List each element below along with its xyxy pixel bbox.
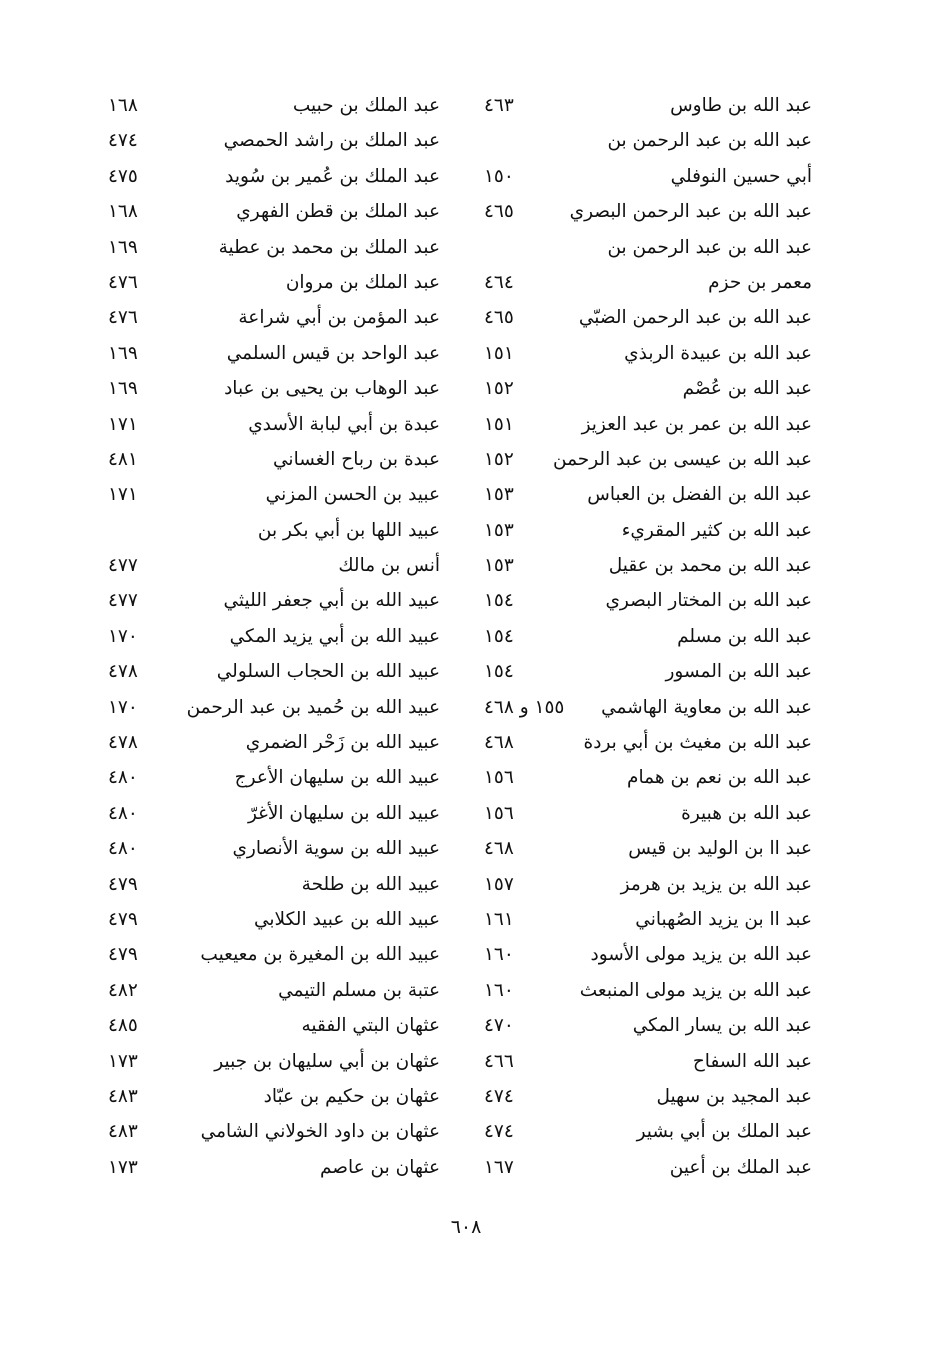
entry-name: عبد الله بن عبد الرحمن الضبّي [578,307,812,329]
entry-name: عبيد الله بن عبيد الكلابي [253,908,440,930]
entry-name: عبد الله السفاح [692,1050,812,1072]
index-entry [108,477,440,512]
entry-page-number: ٤٦٥ [484,307,514,329]
index-entry [484,442,812,477]
entry-page-number: ١٥٠ [484,165,514,187]
index-entry [484,88,812,123]
index-entry [108,796,440,831]
entry-page-number: ١٦٧ [484,1156,514,1178]
entry-name: عبد الله بن عبد الرحمن بن [607,130,812,152]
entry-name: أبي حسين النوفلي [670,165,812,187]
entry-name: عبد الله بن مغيث بن أبي بردة [583,732,812,754]
entry-name: عثهان بن عاصم [319,1156,440,1178]
index-entry [108,265,440,300]
entry-page-number: ١٥٣ [484,519,514,541]
entry-name: عبد الملك بن أعين [669,1156,812,1178]
entry-name: عبد المؤمن بن أبي شراعة [238,307,440,329]
entry-name: عبد الملك بن مروان [285,271,440,293]
entry-page-number: ٤٧٩ [108,873,138,895]
entry-name: عبد الله بن المسور [665,661,812,683]
entry-page-number: ٤٧٤ [108,130,138,152]
entry-page-number: ١٧٠ [108,696,138,718]
index-entry [484,371,812,406]
entry-name: عبد الله بن طاوس [670,95,812,116]
entry-page-number: ٤٧٠ [484,1015,514,1037]
index-entry [484,690,812,725]
entry-page-number: ٤٧٩ [108,944,138,966]
index-entry [108,1079,440,1114]
entry-page-number: ٤٨٥ [108,1015,138,1037]
index-entry [484,513,812,548]
entry-name: عبد الواحد بن قيس السلمي [226,342,440,364]
index-entry [484,867,812,902]
index-entry [484,725,812,760]
index-entry [484,654,812,689]
entry-name: عبيد اللها بن أبي بكر بن [257,519,440,541]
entry-page-number: ١٥٤ [484,625,514,647]
entry-name: عبد الملك بن راشد الحمصي [223,130,440,152]
entry-page-number: ١٧١ [108,484,138,506]
entry-page-number: ٤٧٧ [108,590,138,612]
entry-name: عبيد الله بن المغيرة بن معيعيب [200,944,440,966]
entry-page-number: ١٦٩ [108,342,138,364]
index-entry [484,1150,812,1185]
entry-name: عثهان بن أبي سليهان بن جبير [214,1050,440,1072]
entry-page-number: ١٥٧ [484,873,514,895]
index-entry [484,902,812,937]
entry-name: عبد الملك بن عُمير بن سُويد [225,165,440,187]
index-entry [484,477,812,512]
index-entry [484,796,812,831]
entry-page-number: ٤٧٤ [484,1085,514,1107]
entry-name: عبدة بن رباح الغساني [273,448,440,470]
entry-name: عثهان بن حكيم بن عبّاد [263,1085,440,1107]
index-entry [108,1150,440,1185]
entry-name: عبد الملك بن قطن الفهري [236,201,440,223]
entry-name: عبد الله بن المختار البصري [605,590,812,612]
entry-name: عبيد الله بن زَحْر الضمري [245,732,440,754]
entry-page-number: ٤٧٥ [108,165,138,187]
entry-name: عبد الله بن مسلم [677,625,812,647]
entry-name: عتبة بن مسلم التيمي [278,979,440,1001]
entry-name: أنس بن مالك [338,555,440,577]
index-entry [108,654,440,689]
entry-page-number: ١٧١ [108,413,138,435]
entry-page-number: ١٧٣ [108,1050,138,1072]
entry-name: عثهان البتي الفقيه [301,1015,440,1037]
entry-page-number: ١٧٣ [108,1156,138,1178]
entry-name: عبد الله بن الفضل بن العباس [587,484,812,506]
index-entry [108,831,440,866]
entry-page-number: ٤٧٤ [484,1121,514,1143]
index-entry [108,371,440,406]
index-entry [484,937,812,972]
entry-page-number: ١٥٥ و ٤٦٨ [484,696,565,718]
entry-name: عبد الملك بن أبي بشير [636,1121,812,1143]
entry-page-number: ١٦٩ [108,378,138,400]
index-entry [108,123,440,158]
entry-page-number: ١٥٢ [484,448,514,470]
entry-page-number: ٤٨٣ [108,1121,138,1143]
entry-name: عبد الله بن نعم بن همام [627,767,812,789]
entry-page-number: ١٥٢ [484,378,514,400]
index-entry [484,1114,812,1149]
entry-name: عبد الوهاب بن يحيى بن عباد [224,378,440,400]
index-entry [484,1008,812,1043]
entry-name: عبد الله بن عبيدة الربذي [624,342,812,364]
entry-page-number: ٤٧٦ [108,307,138,329]
index-entry [108,690,440,725]
index-entry [108,88,440,123]
entry-page-number: ١٦٠ [484,944,514,966]
entry-page-number: ١٥٤ [484,661,514,683]
entry-page-number: ٤٦٥ [484,201,514,223]
entry-page-number: ٤٧٧ [108,555,138,577]
entry-name: عبيد الله بن طلحة [301,873,440,895]
entry-page-number: ٤٧٨ [108,661,138,683]
index-entry [108,513,440,548]
entry-page-number: ٤٨٢ [108,979,138,1001]
entry-name: عبيد بن الحسن المزني [265,484,440,506]
entry-name: عبيد الله بن حُميد بن عبد الرحمن [186,696,440,718]
index-entry [484,760,812,795]
entry-name: عبد اا بن الوليد بن قيس [628,838,812,860]
index-entry [108,300,440,335]
index-entry [484,407,812,442]
index-entry [108,583,440,618]
index-entry [484,336,812,371]
page-number: ٦٠٨ [450,1216,482,1238]
index-entry [108,442,440,477]
entry-page-number: ١٥٦ [484,802,514,824]
entry-name: عبد الله بن معاوية الهاشمي [601,696,812,718]
index-entry [108,619,440,654]
entry-name: عبيد الله بن أبي جعفر الليثي [223,590,440,612]
entry-name: عبد الله بن كثير المقريء [621,519,812,541]
index-entry [484,831,812,866]
index-entry [108,760,440,795]
index-entry [108,1008,440,1043]
entry-name: عبد الله بن يزيد بن هرمز [620,873,812,895]
index-entry [484,300,812,335]
entry-page-number: ١٥١ [484,413,514,435]
entry-name: عبد الله بن يزيد مولى الأسود [590,944,812,966]
index-entry [484,548,812,583]
entry-name: عبد الله بن محمد بن عقيل [608,555,812,577]
entry-page-number: ٤٨١ [108,448,138,470]
entry-page-number: ٤٧٦ [108,271,138,293]
entry-name: عبيد الله بن سليهان الأعرج [234,767,440,789]
entry-name: عبيد الله بن الحجاب السلولي [216,661,440,683]
entry-page-number: ١٦٩ [108,236,138,258]
entry-name: عبد الله بن يسار المكي [632,1015,812,1037]
index-entry [108,973,440,1008]
index-entry [108,902,440,937]
index-entry [108,937,440,972]
entry-name: عبد الله بن عيسى بن عبد الرحمن [553,448,812,470]
index-column-left [108,88,440,1185]
index-entry [484,159,812,194]
entry-name: عبد اا بن يزيد الصُهباني [635,908,812,930]
entry-page-number: ٤٨٠ [108,767,138,789]
index-entry [108,407,440,442]
entry-name: عبد الله بن عبد الرحمن بن [607,236,812,258]
entry-name: معمر بن حزم [708,271,812,293]
index-entry [484,1079,812,1114]
entry-page-number: ١٦٠ [484,979,514,1001]
index-entry [484,194,812,229]
entry-page-number: ٤٨٠ [108,802,138,824]
entry-page-number: ١٥٣ [484,484,514,506]
entry-page-number: ١٦٨ [108,201,138,223]
entry-name: عبد الله بن هبيرة [681,802,812,824]
entry-name: عبد الملك بن حبيب [292,95,440,116]
index-entry [108,867,440,902]
index-entry [108,1044,440,1079]
entry-page-number: ١٥٦ [484,767,514,789]
entry-page-number: ٤٧٩ [108,908,138,930]
index-entry [484,123,812,158]
index-entry [484,619,812,654]
entry-page-number: ٤٦٦ [484,1050,514,1072]
index-entry [108,230,440,265]
entry-page-number: ١٦٨ [108,95,138,116]
index-entry [108,725,440,760]
entry-name: عبيد الله بن سوية الأنصاري [232,838,440,860]
index-entry [484,1044,812,1079]
index-entry [484,973,812,1008]
entry-page-number: ١٦١ [484,908,514,930]
entry-page-number: ١٥٤ [484,590,514,612]
index-entry [108,159,440,194]
index-entry [108,1114,440,1149]
entry-page-number: ٤٦٣ [484,95,514,116]
entry-page-number: ٤٨٣ [108,1085,138,1107]
entry-name: عبد الله بن عمر بن عبد العزيز [581,413,812,435]
index-entry [108,336,440,371]
entry-name: عبيد الله بن أبي يزيد المكي [229,625,440,647]
entry-name: عبد الملك بن محمد بن عطية [218,236,440,258]
entry-page-number: ٤٨٠ [108,838,138,860]
index-entry [484,265,812,300]
index-entry [484,583,812,618]
index-entry [108,548,440,583]
entry-page-number: ١٥١ [484,342,514,364]
entry-name: عثهان بن داود الخولاني الشامي [200,1121,440,1143]
entry-page-number: ٤٧٨ [108,732,138,754]
entry-name: عبيد الله بن سليهان الأغرّ [247,802,440,824]
index-entry [108,194,440,229]
index-column-right [484,88,812,1185]
entry-name: عبد المجيد بن سهيل [656,1085,812,1107]
entry-page-number: ١٧٠ [108,625,138,647]
entry-name: عبدة بن أبي لبابة الأسدي [248,413,440,435]
entry-page-number: ٤٦٤ [484,271,514,293]
entry-name: عبد الله بن عُصْم [682,378,812,400]
entry-page-number: ٤٦٨ [484,838,514,860]
entry-page-number: ٤٦٨ [484,732,514,754]
entry-name: عبد الله بن عبد الرحمن البصري [569,201,812,223]
index-entry [484,230,812,265]
entry-page-number: ١٥٣ [484,555,514,577]
entry-name: عبد الله بن يزيد مولى المنبعث [579,979,812,1001]
